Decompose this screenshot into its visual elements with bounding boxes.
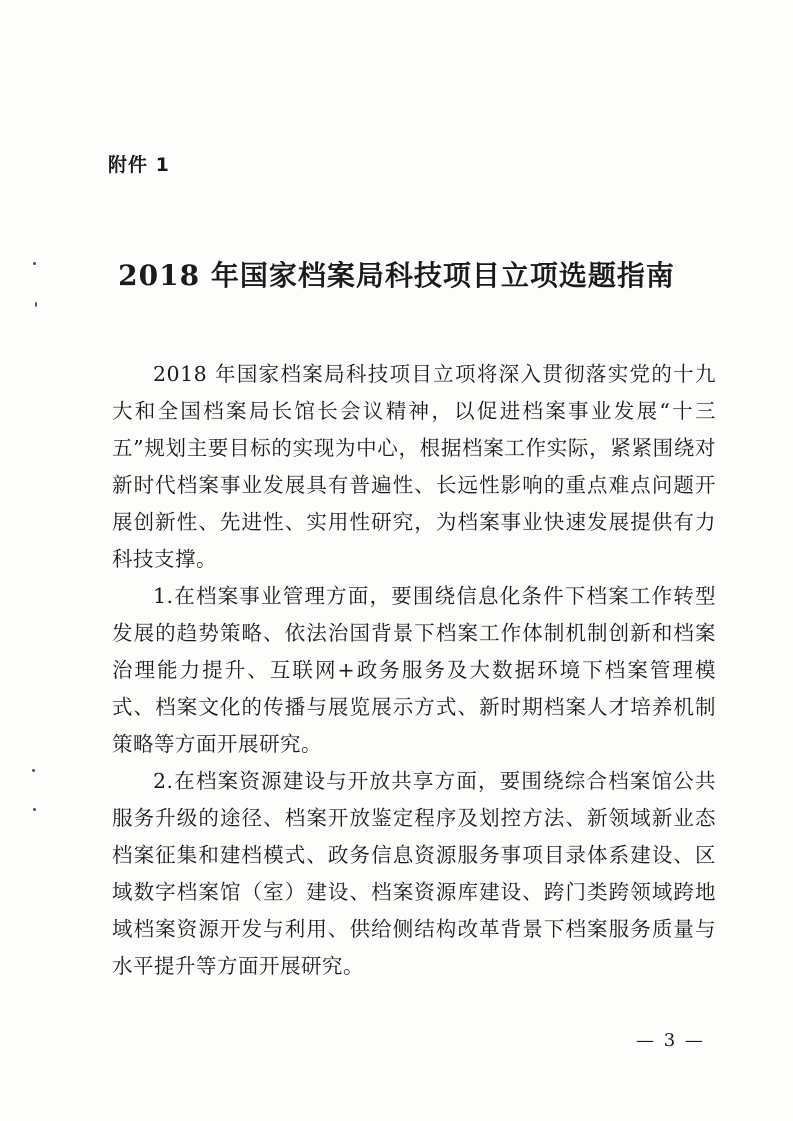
scan-speck [33,808,36,811]
paragraph-item-1: 1.在档案事业管理方面，要围绕信息化条件下档案工作转型发展的趋势策略、依法治国背景下档案工作体制机制创新和档案治理能力提升、互联网+政务服务及大数据环境下档案管理模式、档案文化的传播与展览展示方式、新时期档案人才培养机制策略等方面开展研究。 [112,584,716,756]
scan-speck [33,262,36,265]
page-number: — 3 — [636,1030,705,1051]
paragraph-intro: 2018 年国家档案局科技项目立项将深入贯彻落实党的十九大和全国档案局长馆长会议精神，以促进档案事业发展“十三五”规划主要目标的实现为中心，根据档案工作实际，紧紧围绕对新时代档案事业发展具有普遍性、长远性影响的重点难点问题开展创新性、先进性、实用性研究，为档案事业快速发展提供有力科技支撑。 [112,362,716,571]
scan-speck [32,769,35,772]
scan-speck [35,302,37,307]
attachment-label: 附件 1 [108,154,170,176]
paragraph-item-2: 2.在档案资源建设与开放共享方面，要围绕综合档案馆公共服务升级的途径、档案开放鉴定程序及划控方法、新领域新业态档案征集和建档模式、政务信息资源服务事项目录体系建设、区域数字档案馆（室）建设、档案资源库建设、跨门类跨领域跨地域档案资源开发与利用、供给侧结构改革背景下档案服务质量与水平提升等方面开展研究。 [112,769,716,978]
document-title: 2018 年国家档案局科技项目立项选题指南 [118,259,675,292]
document-body [112,356,716,985]
